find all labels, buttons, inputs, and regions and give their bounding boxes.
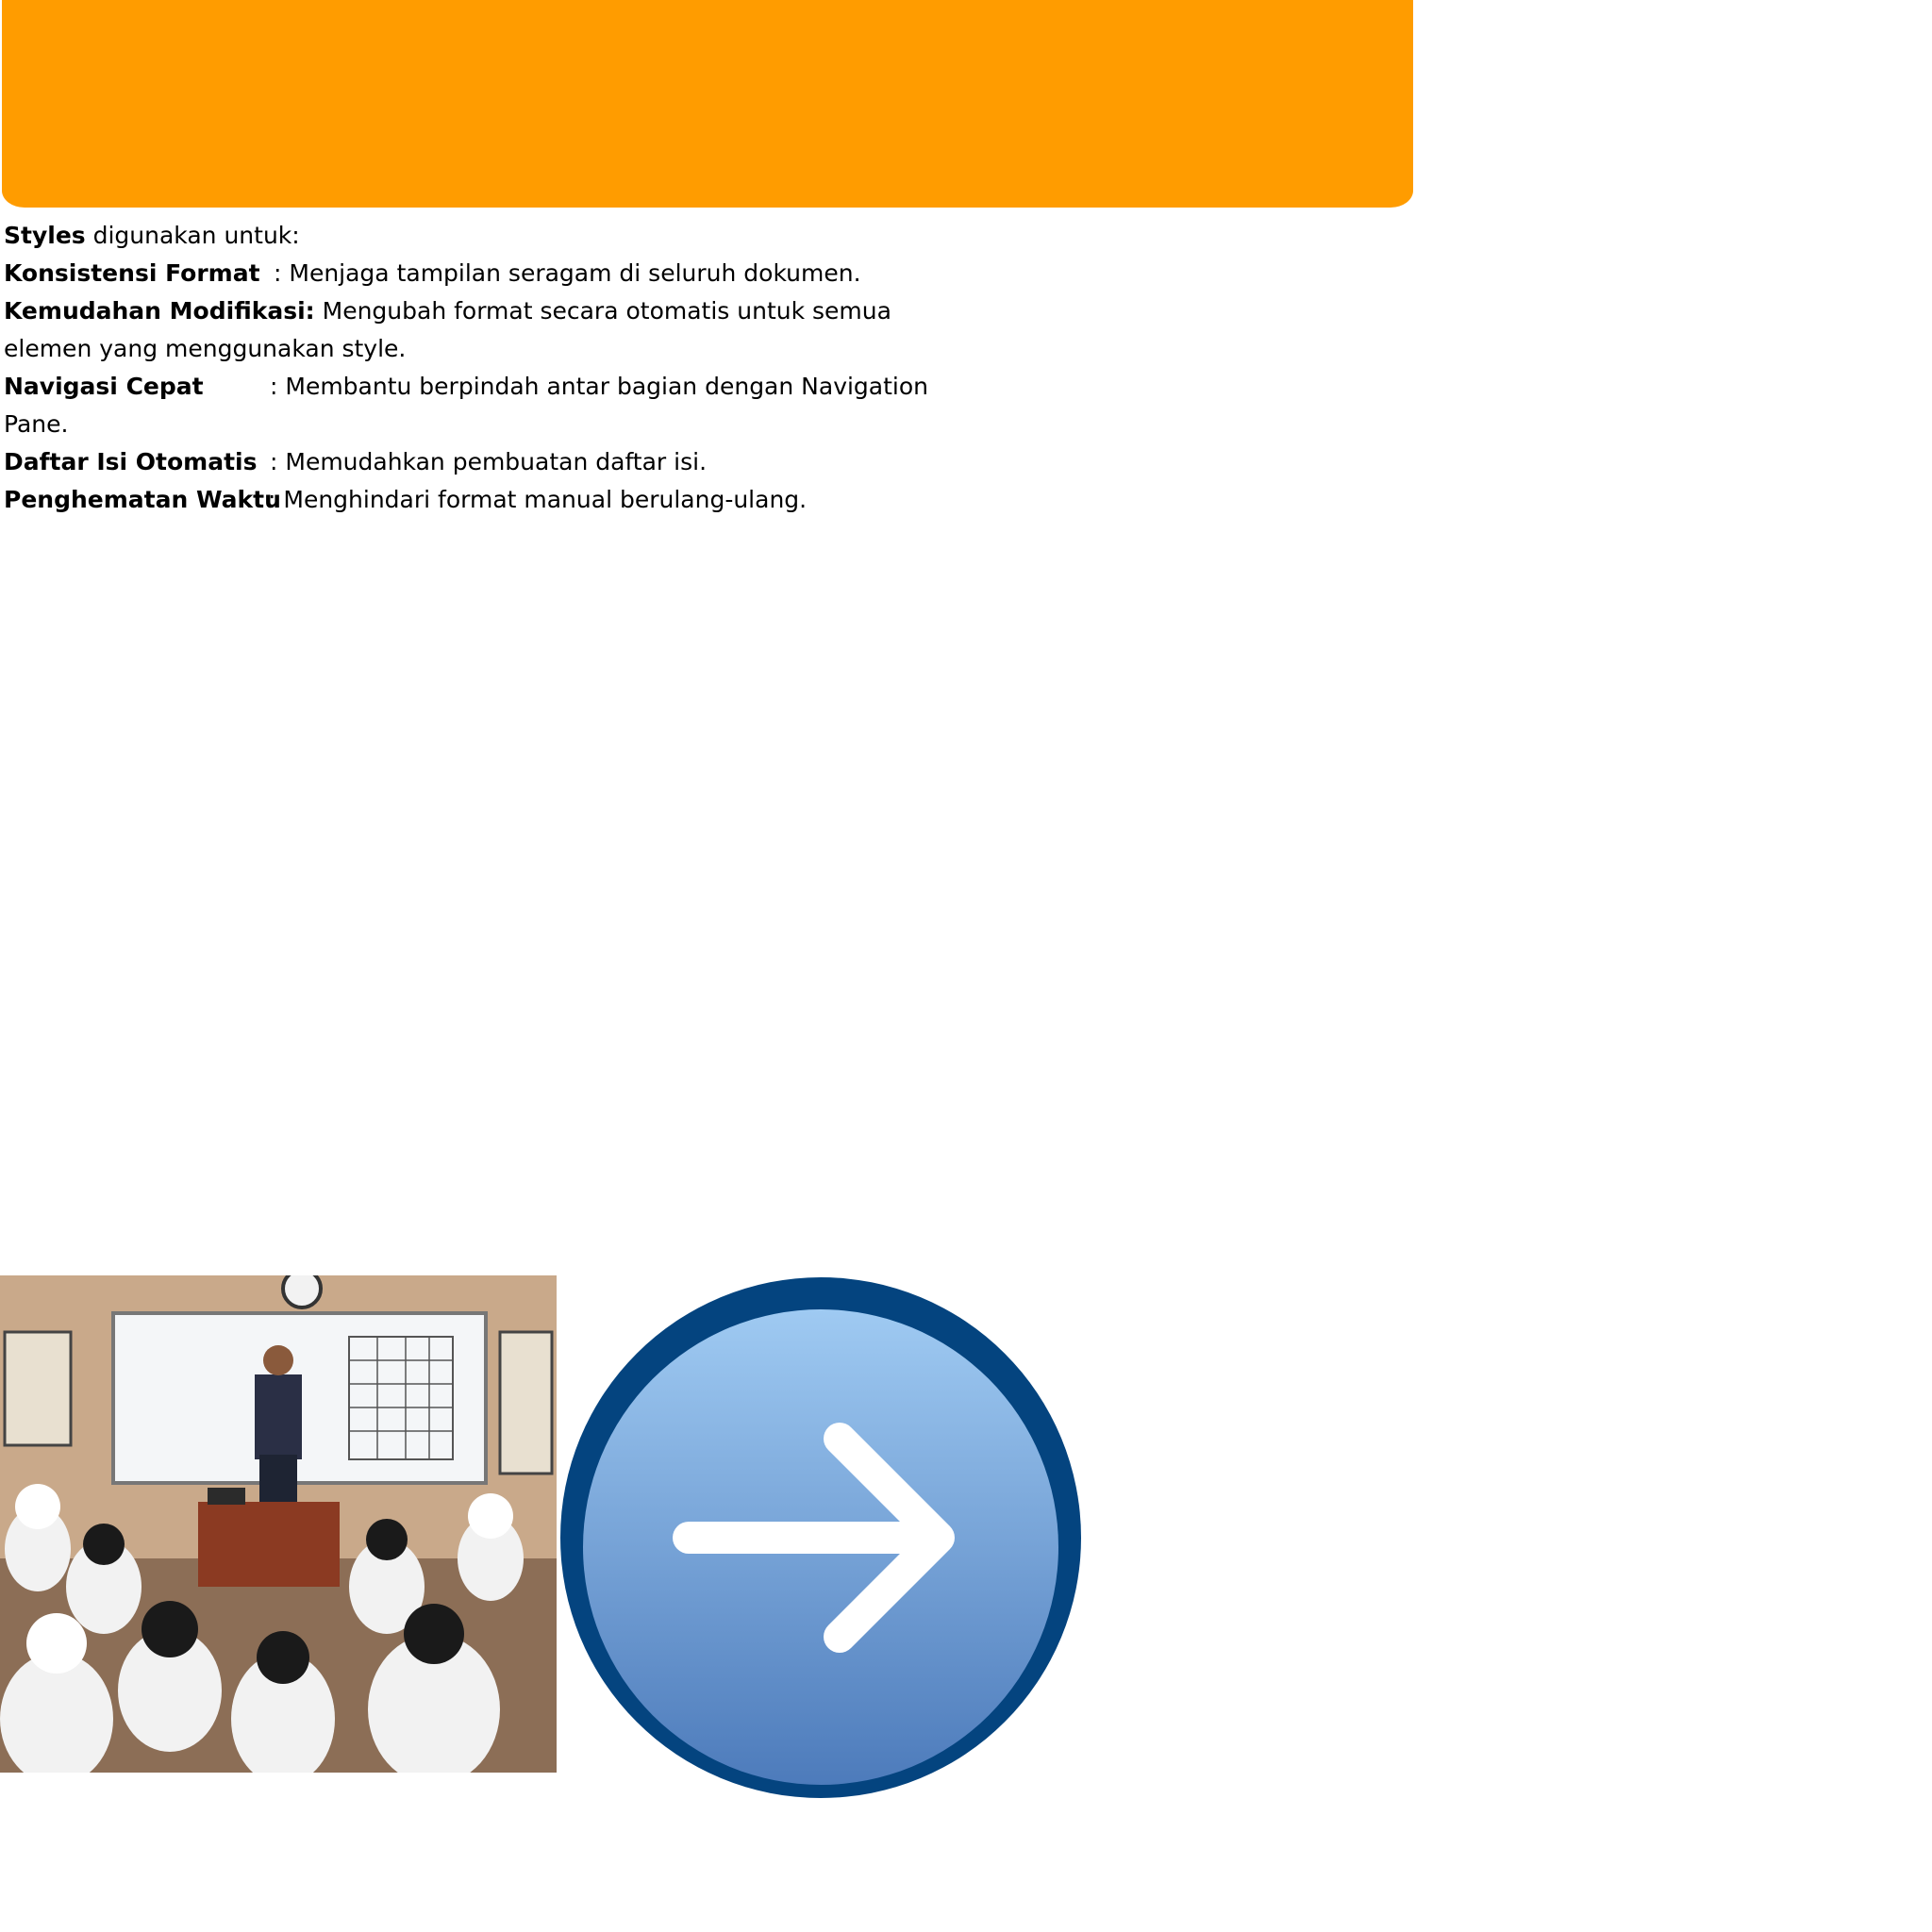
intro-rest: digunakan untuk:	[85, 222, 300, 249]
next-button[interactable]	[557, 1274, 1085, 1802]
benefit-term: Kemudahan Modifikasi:	[4, 297, 315, 325]
benefit-term: Konsistensi Format	[4, 259, 260, 287]
benefit-desc-continued: Pane.	[4, 410, 69, 438]
intro-term: Styles	[4, 222, 86, 249]
benefit-desc: : Memudahkan pembuatan daftar isi.	[270, 448, 708, 475]
intro-line	[4, 217, 947, 255]
benefit-item	[4, 443, 947, 481]
benefit-item	[4, 292, 947, 330]
benefit-desc: : Membantu berpindah antar bagian dengan Navigation	[270, 373, 929, 400]
benefit-continuation	[4, 330, 947, 368]
benefit-item	[4, 481, 947, 519]
styles-benefits	[4, 217, 947, 519]
benefit-term: Penghematan Waktu	[4, 486, 281, 513]
benefit-desc: Mengubah format secara otomatis untuk semua	[314, 297, 891, 325]
benefit-item	[4, 368, 947, 406]
benefit-desc: : Menghindari format manual berulang-ulang.	[268, 486, 808, 513]
benefit-term: Navigasi Cepat	[4, 373, 204, 400]
classroom-photo	[0, 1275, 557, 1773]
benefit-continuation	[4, 406, 947, 443]
benefit-term: Daftar Isi Otomatis	[4, 448, 258, 475]
benefit-item	[4, 255, 947, 292]
benefit-desc-continued: elemen yang menggunakan style.	[4, 335, 407, 362]
header-banner	[2, 0, 1413, 208]
classroom-illustration	[0, 1275, 557, 1773]
benefit-desc: : Menjaga tampilan seragam di seluruh dokumen.	[274, 259, 861, 287]
